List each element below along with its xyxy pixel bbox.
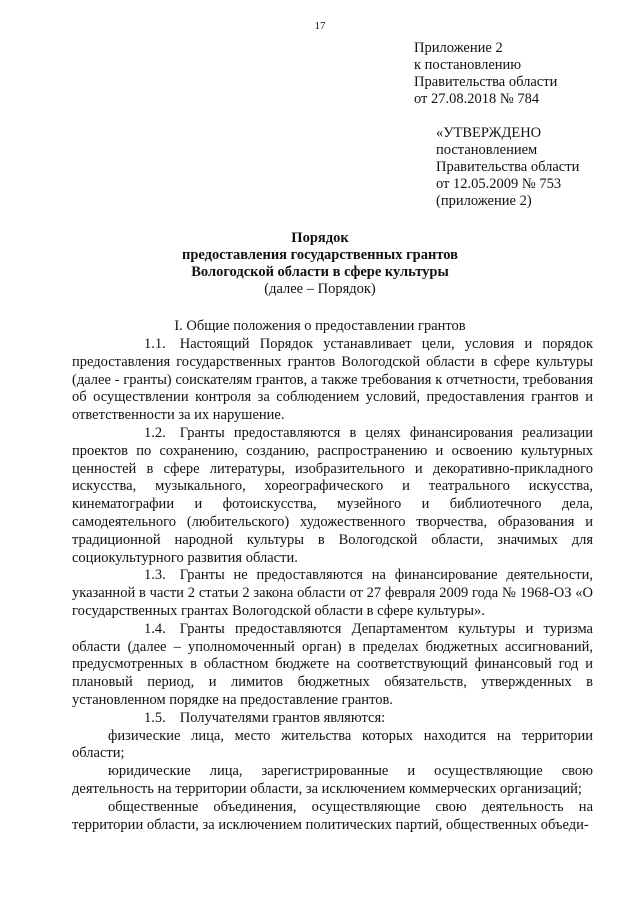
title-line: Порядок — [291, 230, 349, 246]
approved-block — [436, 125, 579, 210]
approved-line: Правительства области — [436, 159, 580, 175]
page-number: 17 — [314, 20, 326, 32]
paragraph — [72, 710, 593, 728]
approved-line: постановлением — [436, 142, 538, 158]
appendix-block — [414, 40, 557, 108]
paragraph-number: 1.1. — [144, 336, 166, 352]
paragraph-text: Гранты предоставляются в целях финансирования реализации проектов по сохранению, созданию, распространению и освоению культурных ценностей в сфере литературы, изобразительного и декоративно-прикладного искусства, музыкального, хореографического и театрального искусства, кинематографии и фотоискусства, музейного и библиотечного дела, самодеятельного (любительского) художественного творчества, образования и традиционной народной культуры в Вологодской области, значимых для социокультурного развития области. — [72, 424, 593, 566]
paragraph-number: 1.4. — [144, 620, 166, 637]
approved-line: (приложение 2) — [436, 193, 532, 209]
title-note: (далее – Порядок) — [264, 281, 376, 297]
document-title — [0, 230, 640, 298]
paragraph-text: Гранты не предоставляются на финансирование деятельности, указанной в части 2 статьи 2 закона области от 27 февраля 2009 года № 1968-ОЗ «О государственных грантах Вологодской области в сфере культуры». — [72, 567, 593, 619]
paragraph — [72, 567, 593, 620]
paragraph — [72, 621, 593, 710]
approved-line: от 12.05.2009 № 753 — [436, 176, 562, 192]
appendix-line: Правительства области — [414, 74, 558, 90]
paragraph-text: Настоящий Порядок устанавливает цели, условия и порядок предоставления государственных грантов Вологодской области в сфере культуры (далее - гранты) соискателям грантов, а также требования к отчетности, требования об осуществлении контроля за соблюдением условий, предоставления грантов и ответственности за их нарушение. — [72, 336, 593, 424]
appendix-line: Приложение 2 — [414, 40, 503, 56]
section-heading: I. Общие положения о предоставлении грантов — [174, 318, 466, 334]
document-body — [72, 336, 593, 834]
title-line: предоставления государственных грантов — [182, 247, 458, 263]
paragraph-text: Гранты предоставляются Департаментом культуры и туризма области (далее – уполномоченный орган) в пределах бюджетных ассигнований, предусмотренных в областном бюджете на соответствующий финансовый год и плановый период, и лимитов бюджетных обязательств, утвержденных в установленном порядке на предоставление грантов. — [72, 620, 593, 708]
paragraph — [72, 728, 593, 764]
appendix-line: к постановлению — [414, 57, 522, 73]
title-line: Вологодской области в сфере культуры — [191, 264, 449, 280]
paragraph-number: 1.5. — [144, 709, 166, 726]
approved-line: «УТВЕРЖДЕНО — [436, 125, 542, 141]
paragraph-number: 1.3. — [144, 567, 166, 584]
paragraph-text: общественные объединения, осуществляющие свою деятельность на территории области, за исключением политических партий, общественных объеди- — [72, 798, 593, 833]
paragraph — [72, 799, 593, 835]
paragraph-number: 1.2. — [144, 424, 166, 441]
paragraph-text: Получателями грантов являются: — [179, 709, 386, 726]
paragraph-text: юридические лица, зарегистрированные и осуществляющие свою деятельность на территории области, за исключением коммерческих организаций; — [72, 763, 593, 797]
appendix-line: от 27.08.2018 № 784 — [414, 91, 540, 107]
paragraph-text: физические лица, место жительства которых находится на территории области; — [72, 727, 593, 762]
paragraph — [72, 425, 593, 567]
paragraph — [72, 336, 593, 425]
paragraph — [72, 763, 593, 799]
